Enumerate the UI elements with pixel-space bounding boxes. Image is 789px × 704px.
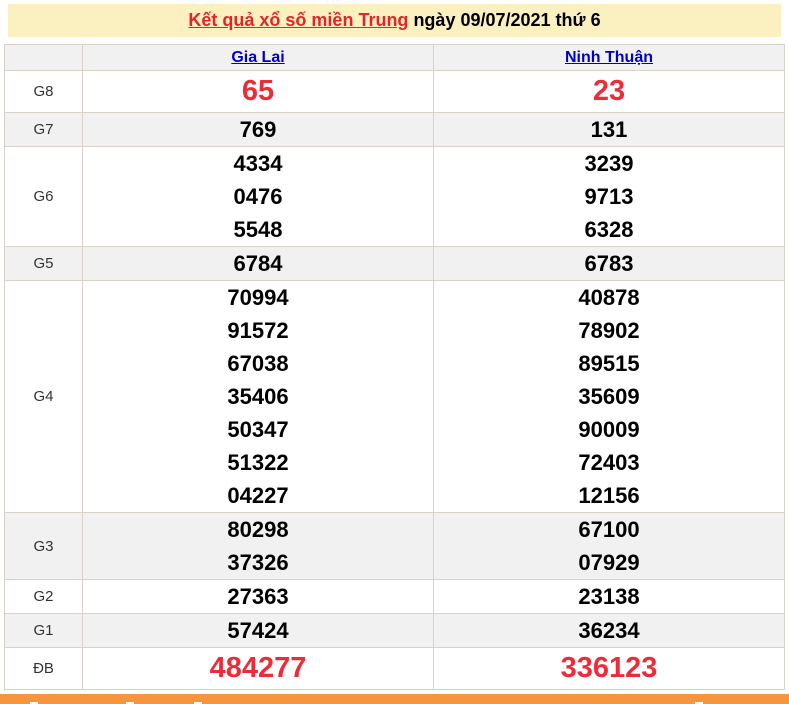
prize-number: 50347: [227, 417, 289, 442]
prize-label: G3: [5, 513, 83, 580]
prize-label: G6: [5, 147, 83, 247]
prize-number: 51322: [227, 450, 289, 475]
column-header-gia-lai: [83, 45, 434, 71]
prize-row-G7: [5, 113, 785, 147]
prize-numbers-col-1: [83, 513, 434, 580]
prize-label: G1: [5, 614, 83, 648]
prize-numbers-col-1: [83, 71, 434, 113]
prize-number: 65: [241, 75, 275, 107]
prize-number: 4334: [233, 151, 283, 176]
prize-number: 91572: [227, 318, 289, 343]
page-title-banner: [8, 4, 781, 37]
prize-number: 769: [239, 117, 277, 142]
column-header-ninh-thuan: [434, 45, 785, 71]
prize-numbers-col-1: [83, 147, 434, 247]
prize-numbers-col-1: [83, 648, 434, 690]
prize-numbers-col-2: [434, 513, 785, 580]
prize-number: 336123: [560, 652, 658, 684]
prize-number: 6328: [584, 217, 634, 242]
prize-numbers-col-1: [83, 580, 434, 614]
prize-row-ĐB: [5, 648, 785, 690]
prize-row-G1: [5, 614, 785, 648]
prize-numbers-col-2: [434, 614, 785, 648]
prize-numbers-col-1: [83, 247, 434, 281]
prize-number: 12156: [578, 483, 640, 508]
prize-number: 35609: [578, 384, 640, 409]
prize-number: 70994: [227, 285, 289, 310]
prize-number: 89515: [578, 351, 640, 376]
prize-numbers-col-2: [434, 580, 785, 614]
prize-numbers-col-2: [434, 147, 785, 247]
table-header-row: [5, 45, 785, 71]
prize-number: 37326: [227, 550, 289, 575]
prize-number: 23: [592, 75, 626, 107]
prize-numbers-col-1: [83, 113, 434, 147]
prize-number: 67038: [227, 351, 289, 376]
corner-cell: [5, 45, 83, 71]
prize-number: 131: [590, 117, 628, 142]
prize-row-G5: [5, 247, 785, 281]
prize-number: 67100: [578, 517, 640, 542]
prize-number: 57424: [227, 618, 289, 643]
prize-number: 07929: [578, 550, 640, 575]
prize-number: 35406: [227, 384, 289, 409]
prize-label: G2: [5, 580, 83, 614]
title-date-text: ngày 09/07/2021 thứ 6: [408, 10, 601, 30]
prize-numbers-col-1: [83, 614, 434, 648]
prize-number: 90009: [578, 417, 640, 442]
prize-number: 5548: [233, 217, 283, 242]
prize-row-G2: [5, 580, 785, 614]
results-table: [4, 44, 785, 690]
prize-number: 27363: [227, 584, 289, 609]
prize-row-G6: [5, 147, 785, 247]
prize-number: 78902: [578, 318, 640, 343]
prize-number: 6784: [233, 251, 283, 276]
prize-number: 80298: [227, 517, 289, 542]
prize-numbers-col-2: [434, 113, 785, 147]
prize-numbers-col-2: [434, 281, 785, 513]
prize-number: 23138: [578, 584, 640, 609]
bottom-orange-bar: [0, 694, 789, 704]
gia-lai-link[interactable]: Gia Lai: [231, 48, 285, 66]
prize-numbers-col-2: [434, 648, 785, 690]
prize-label: ĐB: [5, 648, 83, 690]
prize-label: G8: [5, 71, 83, 113]
prize-numbers-col-2: [434, 71, 785, 113]
prize-label: G4: [5, 281, 83, 513]
prize-numbers-col-2: [434, 247, 785, 281]
prize-number: 36234: [578, 618, 640, 643]
ninh-thuan-link[interactable]: Ninh Thuận: [565, 48, 653, 66]
prize-number: 6783: [584, 251, 634, 276]
prize-row-G4: [5, 281, 785, 513]
prize-row-G3: [5, 513, 785, 580]
prize-row-G8: [5, 71, 785, 113]
prize-number: 72403: [578, 450, 640, 475]
prize-number: 3239: [584, 151, 634, 176]
prize-numbers-col-1: [83, 281, 434, 513]
prize-number: 0476: [233, 184, 283, 209]
prize-number: 04227: [227, 483, 289, 508]
prize-number: 9713: [584, 184, 634, 209]
prize-number: 484277: [209, 652, 307, 684]
prize-label: G5: [5, 247, 83, 281]
title-link[interactable]: Kết quả xổ số miền Trung: [188, 10, 409, 30]
prize-label: G7: [5, 113, 83, 147]
prize-number: 40878: [578, 285, 640, 310]
